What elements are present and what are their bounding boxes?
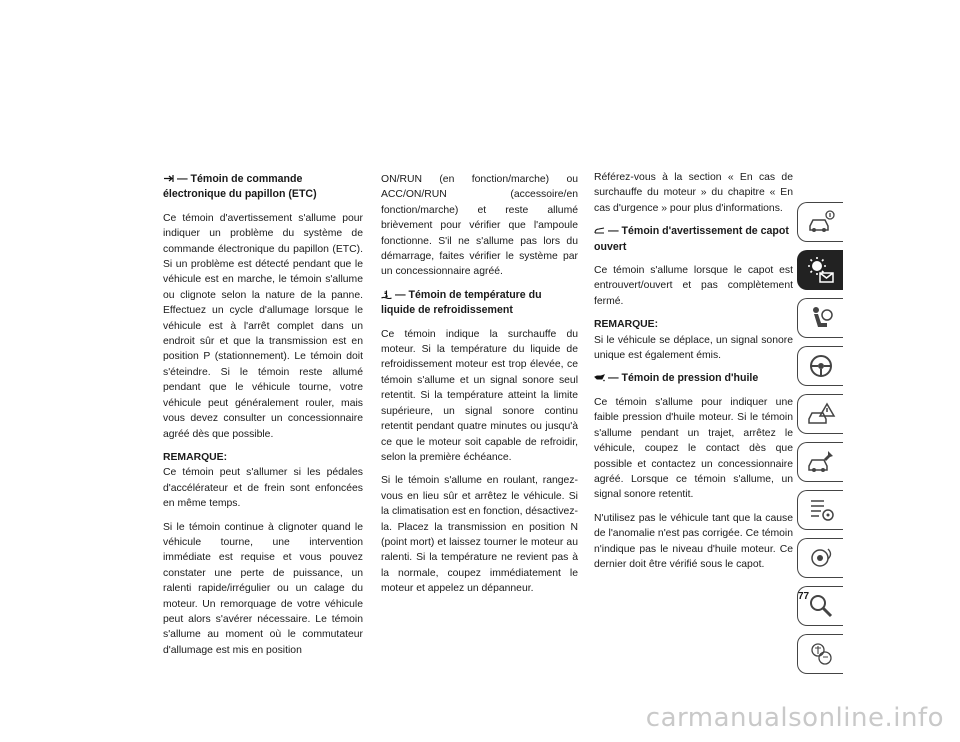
paragraph: Ce témoin s'allume lorsque le capot est entrouvert/ouvert et pas complètement fermé. (594, 265, 793, 307)
page-number: 77 (798, 591, 810, 602)
multimedia-icon (806, 543, 836, 573)
tab-multimedia[interactable] (797, 538, 843, 578)
paragraph: Si le témoin s'allume en roulant, rangez-vous en lieu sûr et arrêtez le véhicule. Si la climatisation est en fonction, désactivez-la. Placez la transmission en position N (point mort) et laissez tourner le moteur au ralenti. Si la température ne revient pas à la normale, coupez immédiatement le moteur et appelez un dépanneur. (381, 475, 578, 595)
hood-open-icon (594, 226, 605, 235)
heading-text: — Témoin de commande électronique du papillon (ETC) (163, 173, 317, 201)
maintenance-list-icon (806, 495, 836, 525)
hazard-car-icon (806, 399, 836, 429)
watermark: carmanualsonline.info (645, 703, 944, 733)
note-text: Si le véhicule se déplace, un signal sonore unique est également émis. (594, 334, 793, 362)
paragraph: Ce témoin indique la surchauffe du moteur. Si la température du liquide de refroidissement moteur est trop élevée, ce témoin s'allume et un signal sonore seul retentit. Si la température atteint la limite supérieure, un signal sonore continu retentit pendant quatre minutes ou jusqu'à ce que le moteur soit capable de refroidir, selon la première échéance. (381, 328, 578, 463)
section-heading-hood (594, 224, 793, 255)
paragraph: Référez-vous à la section « En cas de surchauffe du moteur » du chapitre « En cas d'urgence » pour plus d'informations. (594, 172, 793, 214)
tab-safety[interactable] (797, 298, 843, 338)
paragraph: Ce témoin d'avertissement s'allume pour indiquer un problème du système de commande électronique du papillon (ETC). Si un problème est détecté pendant que le véhicule est en marche, le témoin s'allume ou clignote selon la nature de la panne. Effectuez un cycle d'allumage lorsque le véhicule est à l'arrêt complet dans un endroit sûr et que la transmission est en position P (stationnement). Le témoin doit s'éteindre. Si le témoin reste allumé pendant que le véhicule tourne, votre véhicule peut généralement rouler, mais vous devez consulter un concessionnaire agréé dès que possible. (163, 212, 363, 440)
steering-wheel-icon (806, 351, 836, 381)
note (163, 450, 363, 512)
column-middle (381, 172, 578, 605)
section-heading-oil-pressure (594, 371, 793, 386)
tab-service[interactable] (797, 442, 843, 482)
etc-throttle-icon (163, 174, 174, 183)
note (594, 317, 793, 363)
chapter-tabs (797, 202, 843, 682)
tab-driving[interactable] (797, 346, 843, 386)
tab-car-info[interactable] (797, 202, 843, 242)
service-car-icon (806, 447, 836, 477)
section-heading-coolant (381, 288, 578, 319)
note-label: REMARQUE: (594, 319, 659, 331)
car-info-icon (806, 207, 836, 237)
languages-icon (806, 639, 836, 669)
oil-can-icon (594, 373, 605, 382)
note-text: Ce témoin peut s'allumer si les pédales d'accélérateur et de frein sont enfoncées en même temps. (163, 467, 363, 510)
tab-emergency[interactable] (797, 394, 843, 434)
index-search-icon (806, 591, 836, 621)
airbag-person-icon (806, 303, 836, 333)
tab-specifications[interactable] (797, 490, 843, 530)
tab-warning-lights[interactable] (797, 250, 843, 290)
heading-text: — Témoin d'avertissement de capot ouvert (594, 225, 789, 253)
heading-text: — Témoin de température du liquide de refroidissement (381, 288, 542, 317)
paragraph: Si le témoin continue à clignoter quand le véhicule tourne, une intervention immédiate est requise et vous pouvez constater une perte de puissance, un ralenti rapide/irrégulier ou un calage du moteur. Un remorquage de votre véhicule peut alors s'avérer nécessaire. Le témoin s'allume au moment où le commutateur d'allumage est mis en position (163, 521, 363, 656)
paragraph: N'utilisez pas le véhicule tant que la cause de l'anomalie n'est pas corrigée. Ce témoin n'indique pas le niveau d'huile moteur. Ce dernier doit être vérifié sous le capot. (594, 512, 793, 570)
paragraph: ON/RUN (en fonction/marche) ou ACC/ON/RUN (accessoire/en fonction/marche) et reste allumé brièvement pour vérifier que l'ampoule fonctionne. S'il ne s'allume pas lors du démarrage, faites vérifier le système par un concessionnaire agréé. (381, 174, 578, 278)
note-label: REMARQUE: (163, 451, 228, 463)
column-left (163, 172, 363, 666)
paragraph: Ce témoin s'allume pour indiquer une faible pression d'huile moteur. Si le témoin s'allume pendant un trajet, arrêtez le véhicule, coupez le contact dès que possible et contactez un concessionnaire agréé. Lorsque ce témoin s'allume, un signal sonore retentit. (594, 396, 793, 501)
column-right (594, 170, 793, 580)
tab-languages[interactable] (797, 634, 843, 674)
section-heading-etc (163, 172, 363, 203)
coolant-temperature-icon (381, 290, 392, 299)
heading-text: — Témoin de pression d'huile (608, 372, 759, 385)
warning-light-icon (806, 255, 836, 285)
